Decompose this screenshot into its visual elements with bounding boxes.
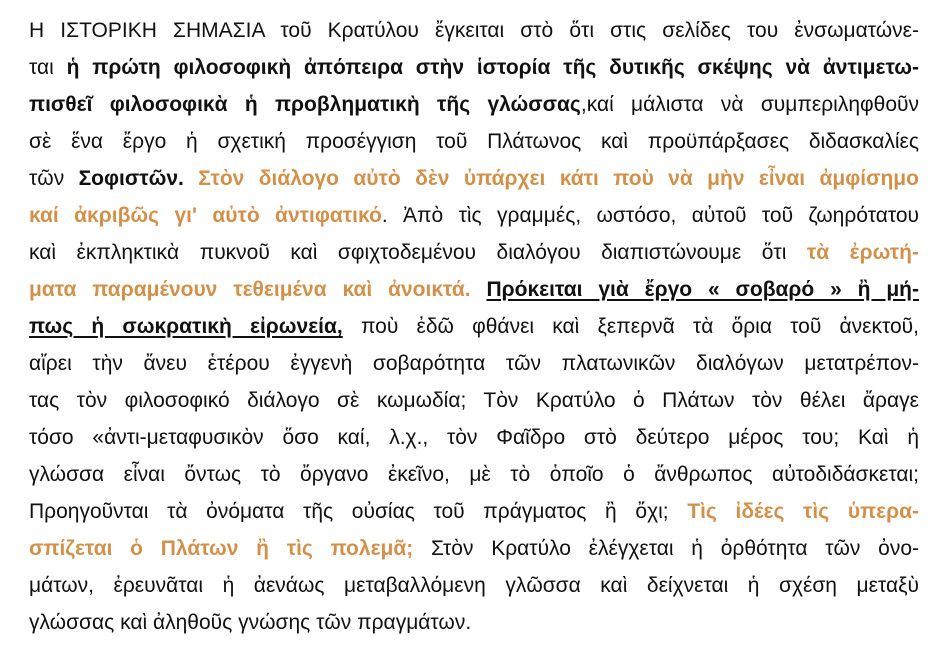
orange-text-run: σπίζεται ὁ Πλάτων ἢ τὶς πολεμᾶ;	[29, 537, 414, 560]
text-run: ποὺ ἐδῶ φθάνει καὶ ξεπερνᾶ τὰ ὅρια τοῦ ἀνεκτοῦ,	[342, 315, 919, 338]
text-line	[29, 123, 919, 160]
text-run: τόσο «ἀντι-μεταφυσικὸν ὅσο καί, λ.χ., τὸν Φαῖδρο στὸ δεύτερο μέρος του; Καὶ ἡ	[29, 426, 919, 449]
orange-text-run: τὰ ἐρωτή-	[806, 241, 919, 264]
text-line	[29, 234, 919, 271]
text-line	[29, 567, 919, 604]
text-line	[29, 419, 919, 456]
text-run: τας τὸν φιλοσοφικό διάλογο σὲ κωμωδία; Τὸν Κρατύλο ὁ Πλάτων τὸν θέλει ἄραγε	[29, 389, 919, 412]
text-line	[29, 86, 919, 123]
text-run: ται	[29, 56, 67, 79]
bold-text-run: ἡ πρώτη φιλοσοφικὴ ἀπόπειρα στὴν ἱστορία τῆς δυτικῆς σκέψης νὰ ἀντιμετω-	[66, 56, 919, 79]
text-run	[471, 278, 487, 301]
text-line	[29, 12, 919, 49]
text-line	[29, 604, 919, 641]
bold-text-run: πισθεῖ φιλοσοφικὰ ἡ προβληματικὴ τῆς γλώσσας	[29, 93, 581, 116]
text-line	[29, 308, 919, 345]
text-line	[29, 49, 919, 86]
text-line	[29, 345, 919, 382]
text-run: γλώσσας καὶ ἀληθοῦς γνώσης τῶν πραγμάτων.	[29, 611, 472, 634]
orange-text-run: ματα παραμένουν τεθειμένα καὶ ἀνοικτά.	[29, 278, 471, 301]
text-run: γλώσσα εἶναι ὄντως τὸ ὄργανο ἐκεῖνο, μὲ τὸ ὁποῖο ὁ ἄνθρωπος αὐτοδιδάσκεται;	[29, 463, 919, 486]
text-run: αἴρει τὴν ἄνευ ἑτέρου ἐγγενὴ σοβαρότητα τῶν πλατωνικῶν διαλόγων μετατρέπον-	[29, 352, 919, 375]
text-line	[29, 493, 919, 530]
orange-text-run: καί ἀκριβῶς γι' αὐτὸ ἀντιφατικό	[29, 204, 382, 227]
text-run: τῶν	[29, 167, 79, 190]
text-run: ,καί μάλιστα νὰ συμπεριληφθοῦν	[580, 93, 919, 116]
bold-text-run: Σοφιστῶν.	[78, 167, 184, 190]
text-line	[29, 456, 919, 493]
text-line	[29, 271, 919, 308]
text-line	[29, 197, 919, 234]
orange-text-run: Τὶς ἰδέες τὶς ὑπερα-	[687, 500, 919, 523]
text-run: μάτων, ἐρευνᾶται ἡ ἀενάως μεταβαλλόμενη γλῶσσα καὶ δείχνεται ἡ σχέση μεταξὺ	[29, 574, 919, 597]
text-line	[29, 530, 919, 567]
text-run: σὲ ἕνα ἔργο ἡ σχετική προσέγγιση τοῦ Πλάτωνος καὶ προϋπάρξασες διδασκαλίες	[29, 130, 919, 153]
orange-text-run: Στὸν διάλογο αὐτὸ δὲν ὑπάρχει κάτι ποὺ νὰ μὴν εἶναι ἀμφίσημο	[183, 167, 919, 190]
text-line	[29, 382, 919, 419]
text-run: Προηγοῦνται τὰ ὀνόματα τῆς οὐσίας τοῦ πράγματος ἢ ὄχι;	[29, 500, 688, 523]
bold-underline-text-run: Πρόκειται γιὰ ἔργο « σοβαρό » ἢ μή-	[486, 278, 920, 301]
text-run: Η ΙΣΤΟΡΙΚΗ ΣΗΜΑΣΙΑ τοῦ Κρατύλου ἔγκειται στὸ ὅτι στις σελίδες του ἐνσωματώνε-	[29, 19, 919, 42]
text-line	[29, 160, 919, 197]
bold-underline-text-run: πως ἡ σωκρατικὴ εἰρωνεία,	[29, 315, 343, 338]
text-run: . Ἀπὸ τὶς γραμμές, ωστόσο, αὐτοῦ τοῦ ζωηρότατου	[381, 204, 919, 227]
text-run: Στὸν Κρατύλο ἐλέγχεται ἡ ὀρθότητα τῶν ὀνο-	[413, 537, 920, 560]
text-run: καὶ ἐκπληκτικὰ πυκνοῦ καὶ σφιχτοδεμένου διαλόγου διαπιστώνουμε ὅτι	[29, 241, 807, 264]
